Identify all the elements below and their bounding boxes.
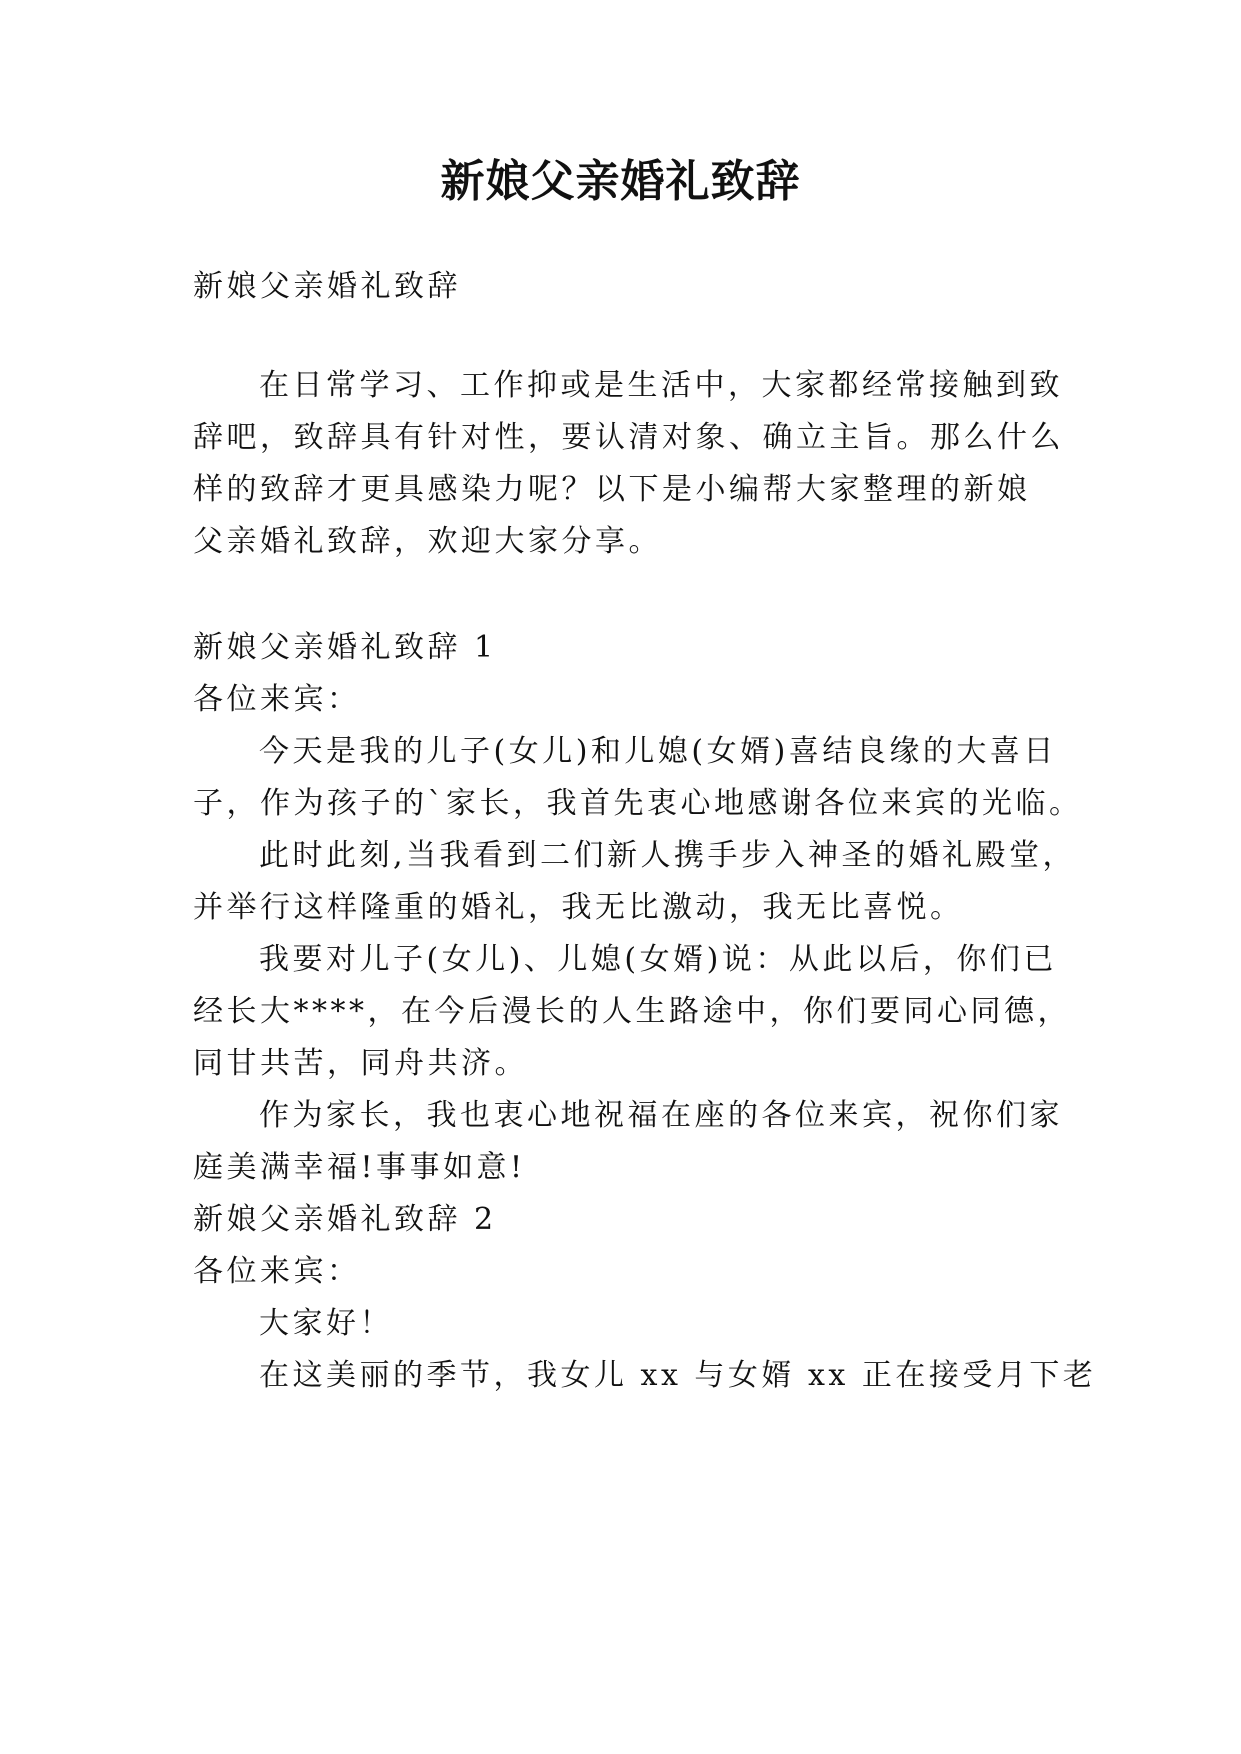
subtitle: 新娘父亲婚礼致辞 — [193, 269, 461, 304]
section2-line-2: 在这美丽的季节，我女儿 xx 与女婿 xx 正在接受月下老 — [259, 1358, 1097, 1393]
intro-line-2: 辞吧，致辞具有针对性，要认清对象、确立主旨。那么什么 — [193, 420, 1064, 455]
intro-line-4: 父亲婚礼致辞，欢迎大家分享。 — [193, 524, 662, 559]
section1-line-7: 同甘共苦，同舟共济。 — [193, 1046, 528, 1081]
section2-heading: 新娘父亲婚礼致辞 2 — [193, 1202, 497, 1237]
section1-line-8: 作为家长，我也衷心地祝福在座的各位来宾，祝你们家 — [259, 1098, 1063, 1133]
section1-line-6: 经长大****，在今后漫长的人生路途中，你们要同心同德， — [193, 994, 1071, 1029]
section1-line-5: 我要对儿子(女儿)、儿媳(女婿)说：从此以后，你们已 — [259, 942, 1057, 977]
section1-line-4: 并举行这样隆重的婚礼，我无比激动，我无比喜悦。 — [193, 890, 964, 925]
document-title: 新娘父亲婚礼致辞 — [440, 156, 801, 207]
section1-line-3: 此时此刻,当我看到二们新人携手步入神圣的婚礼殿堂， — [259, 838, 1077, 873]
section2-line-1: 大家好！ — [259, 1306, 393, 1341]
intro-line-3: 样的致辞才更具感染力呢？以下是小编帮大家整理的新娘 — [193, 472, 1031, 507]
section1-line-1: 今天是我的儿子(女儿)和儿媳(女婿)喜结良缘的大喜日 — [259, 734, 1057, 769]
section1-line-2: 子，作为孩子的`家长，我首先衷心地感谢各位来宾的光临。 — [193, 786, 1083, 821]
section2-greeting: 各位来宾： — [193, 1254, 361, 1289]
section1-heading: 新娘父亲婚礼致辞 1 — [193, 630, 497, 665]
section1-greeting: 各位来宾： — [193, 682, 361, 717]
intro-line-1: 在日常学习、工作抑或是生活中，大家都经常接触到致 — [259, 368, 1063, 403]
section1-line-9: 庭美满幸福!事事如意! — [193, 1150, 526, 1185]
